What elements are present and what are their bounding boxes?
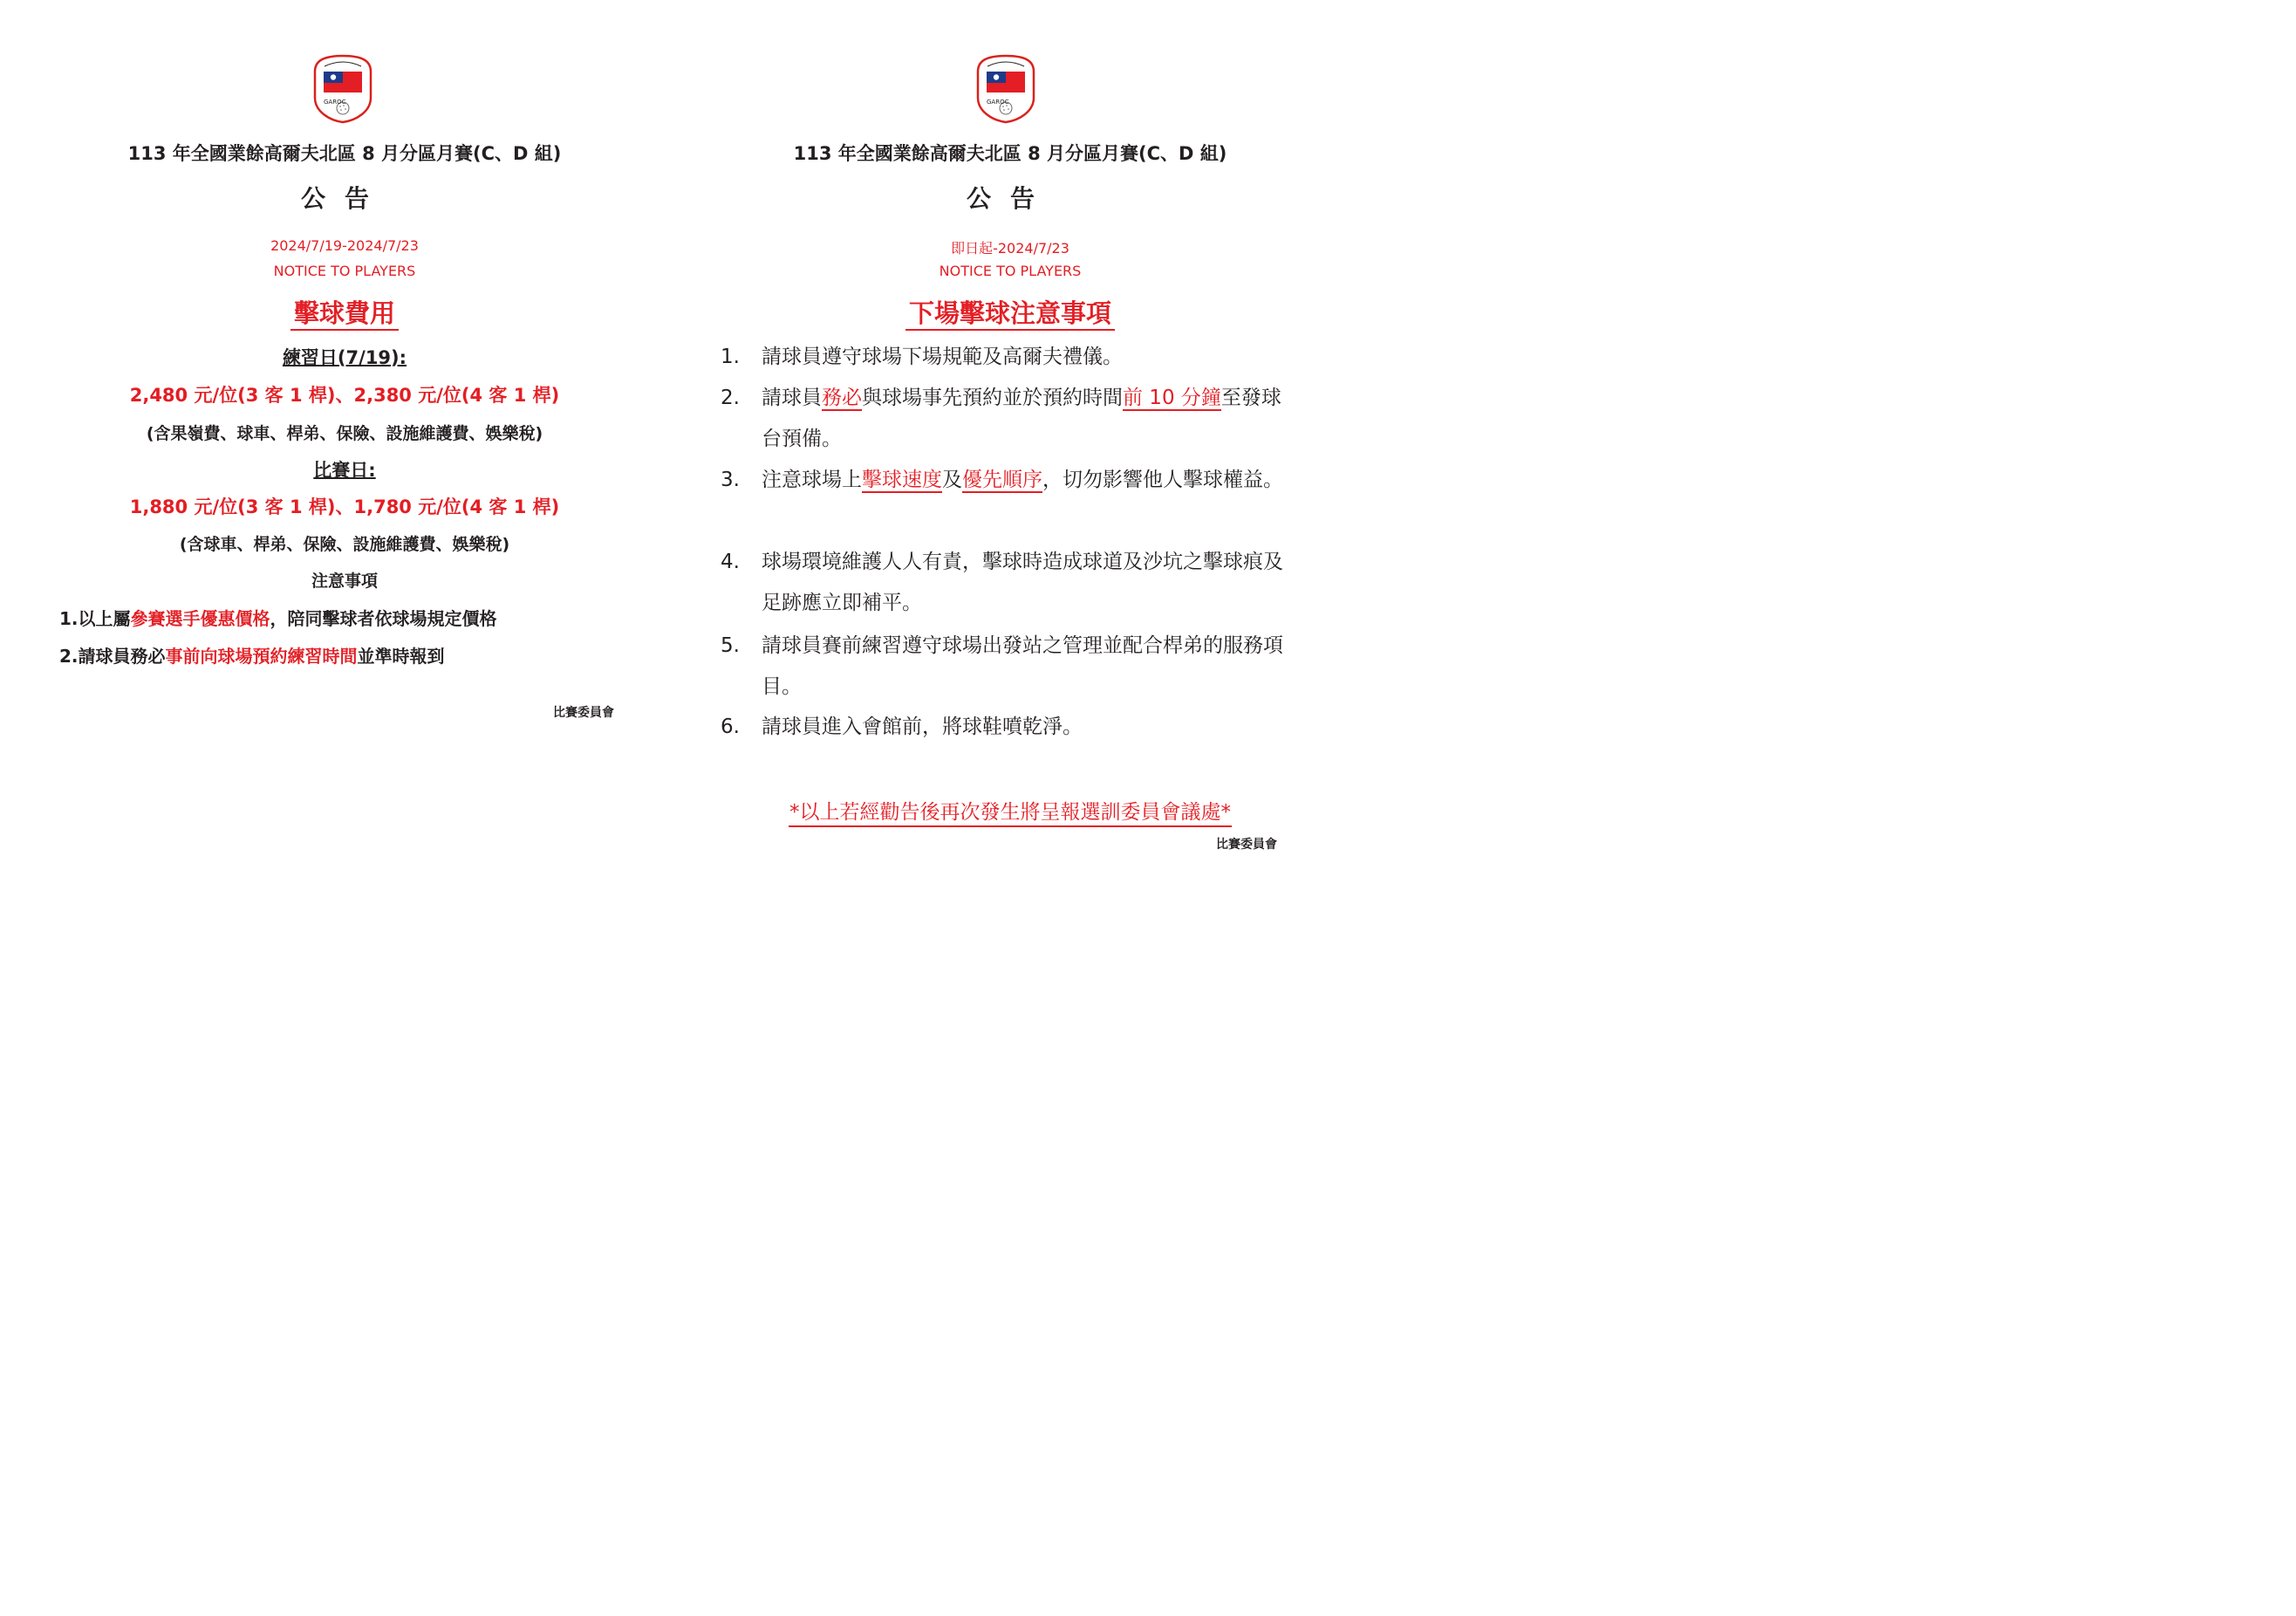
fee-heading: 擊球費用 — [52, 294, 637, 330]
committee-signature: 比賽委員會 — [1216, 838, 1277, 852]
tournament-title: 113 年全國業餘高爾夫北區 8 月分區月賽(C、D 組) — [793, 143, 1227, 164]
practice-day-label: 練習日(7/19): — [282, 347, 407, 368]
note-item-2: 2.請球員務必事前向球場預約練習時間並準時報到 — [59, 646, 445, 667]
practice-day-price: 2,480 元/位(3 客 1 桿)、2,380 元/位(4 客 1 桿) — [129, 385, 560, 406]
garoc-emblem-logo — [975, 54, 1036, 124]
garoc-emblem-logo — [312, 54, 373, 124]
rule-item-1: 1. 請球員遵守球場下場規範及高爾夫禮儀。 — [721, 346, 1123, 368]
tournament-title: 113 年全國業餘高爾夫北區 8 月分區月賽(C、D 組) — [127, 143, 562, 164]
notice-to-players: NOTICE TO PLAYERS — [273, 263, 416, 279]
committee-signature: 比賽委員會 — [553, 706, 614, 720]
rule-item-5: 5. 請球員賽前練習遵守球場出發站之管理並配合桿弟的服務項目。 — [721, 634, 1283, 698]
practice-day-includes: (含果嶺費、球車、桿弟、保險、設施維護費、娛樂稅) — [146, 424, 543, 443]
notice-heading: 公告 — [966, 184, 1054, 213]
svg-text:GAROC: GAROC — [987, 99, 1009, 106]
notice-to-players: NOTICE TO PLAYERS — [939, 263, 1082, 279]
date-range: 即日起-2024/7/23 — [951, 240, 1069, 257]
fee-notice-panel — [52, 0, 637, 960]
svg-text:GAROC: GAROC — [324, 99, 346, 106]
rule-item-6: 6. 請球員進入會館前，將球鞋噴乾淨。 — [721, 716, 1083, 738]
note-item-1: 1.以上屬參賽選手優惠價格，陪同擊球者依球場規定價格 — [59, 608, 497, 629]
rule-item-3: 3. 注意球場上擊球速度及優先順序，切勿影響他人擊球權益。 — [721, 469, 1283, 491]
match-day-label: 比賽日: — [313, 460, 376, 481]
rule-item-4: 4. 球場環境維護人人有責，擊球時造成球道及沙坑之擊球痕及足跡應立即補平。 — [721, 551, 1283, 614]
warning-notice: *以上若經勸告後再次發生將呈報選訓委員會議處* — [714, 796, 1307, 825]
rules-heading: 下場擊球注意事項 — [714, 294, 1307, 330]
course-rules-panel — [714, 0, 1307, 960]
match-day-includes: (含球車、桿弟、保險、設施維護費、娛樂稅) — [179, 535, 510, 554]
notice-heading: 公告 — [300, 184, 388, 213]
notes-heading: 注意事項 — [311, 572, 378, 591]
match-day-price: 1,880 元/位(3 客 1 桿)、1,780 元/位(4 客 1 桿) — [129, 496, 560, 517]
rule-item-2: 2. 請球員務必與球場事先預約並於預約時間前 10 分鐘至發球台預備。 — [721, 387, 1281, 450]
date-range: 2024/7/19-2024/7/23 — [270, 237, 419, 254]
